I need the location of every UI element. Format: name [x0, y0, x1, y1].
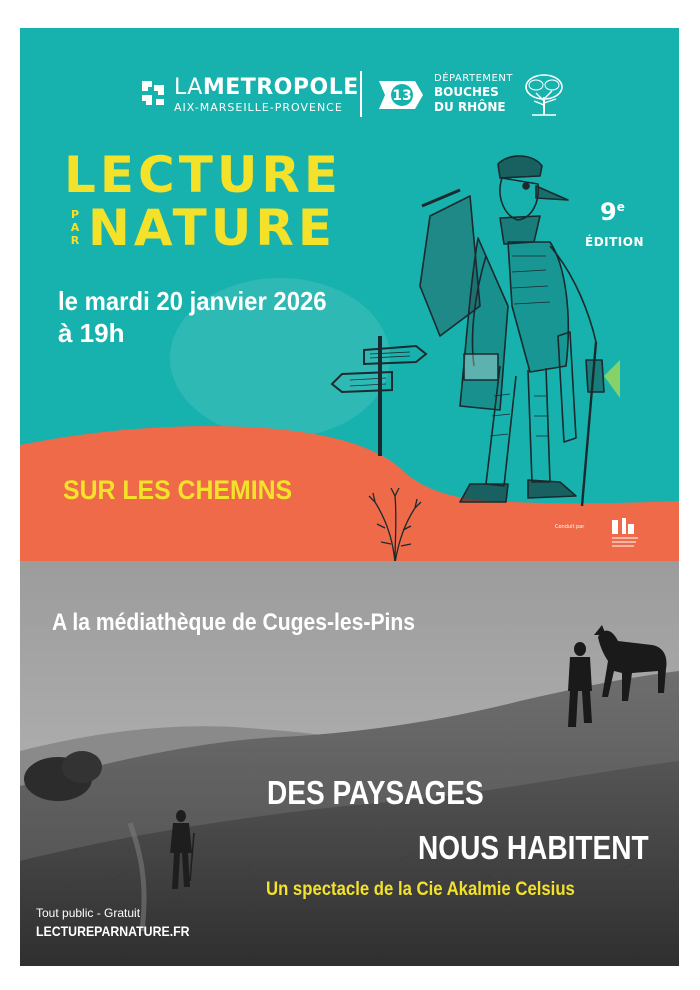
plant-icon: [355, 468, 435, 561]
event-theme: SUR LES CHEMINS: [63, 475, 293, 505]
metropole-name: LAMETROPOLE: [174, 75, 359, 100]
departement-badge-icon: [375, 77, 427, 113]
title-nature: NATURE: [88, 199, 337, 257]
departement-name: BOUCHES DU RHÔNE: [434, 85, 506, 114]
metropole-subtitle: AIX-MARSEILLE-PROVENCE: [174, 101, 343, 114]
website-link[interactable]: LECTUREPARNATURE.FR: [36, 923, 190, 939]
logo-divider: [360, 71, 362, 117]
poster-photo-section: [20, 561, 679, 966]
poster-top-section: [20, 28, 679, 561]
edition-label: ÉDITION: [585, 235, 645, 249]
partner-logos: [138, 71, 558, 121]
metropole-logo-icon: [138, 77, 168, 109]
poster: [20, 28, 679, 966]
agence-caption: Conduit par: [555, 524, 585, 530]
event-venue: A la médiathèque de Cuges-les-Pins: [52, 609, 416, 636]
event-date: le mardi 20 janvier 2026: [58, 286, 327, 316]
title-par: P A R: [70, 208, 80, 247]
agence-logo-icon: [582, 514, 642, 552]
show-title-line2: NOUS HABITENT: [418, 829, 649, 866]
edition-number: 9e: [600, 198, 625, 226]
event-time: à 19h: [58, 318, 125, 348]
departement-label: DÉPARTEMENT: [434, 73, 513, 84]
title-lecture: LECTURE: [64, 146, 343, 204]
show-title-line1: DES PAYSAGES: [267, 774, 484, 811]
tree-icon: [522, 71, 566, 117]
traveler-illustration-icon: [400, 146, 620, 516]
audience-info: Tout public - Gratuit: [36, 906, 141, 920]
svg-text:13: 13: [392, 88, 412, 104]
show-company: Un spectacle de la Cie Akalmie Celsius: [266, 879, 575, 900]
